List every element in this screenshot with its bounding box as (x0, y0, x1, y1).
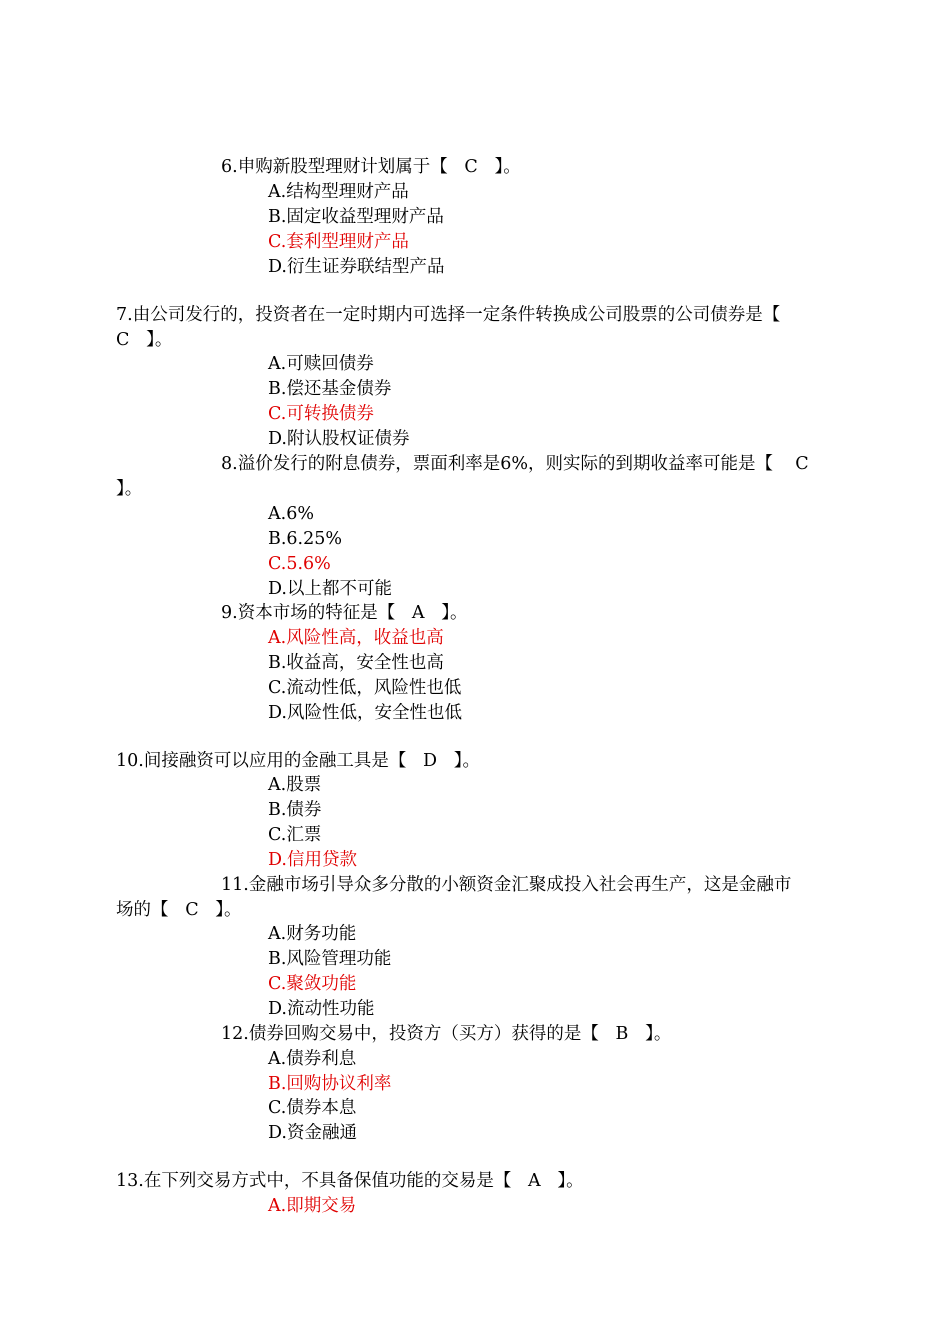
question-10-option-d-correct: D.信用贷款 (268, 850, 357, 870)
question-7-stem-line-2: C 】。 (116, 330, 173, 350)
question-6-stem: 6.申购新股型理财计划属于【 C 】。 (221, 157, 521, 177)
question-8-option-a: A.6% (268, 504, 314, 524)
question-12-option-c: C.债券本息 (268, 1098, 357, 1118)
question-11-option-b: B.风险管理功能 (268, 949, 392, 969)
question-11-option-a: A.财务功能 (268, 924, 357, 944)
question-10-option-b: B.债券 (268, 800, 322, 820)
question-6-option-d: D.衍生证券联结型产品 (268, 257, 445, 277)
question-9-option-c: C.流动性低，风险性也低 (268, 678, 462, 698)
question-9-option-b: B.收益高，安全性也高 (268, 653, 444, 673)
question-7-option-c-correct: C.可转换债券 (268, 404, 374, 424)
question-12-stem: 12.债券回购交易中，投资方（买方）获得的是【 B 】。 (221, 1024, 672, 1044)
question-9-stem: 9.资本市场的特征是【 A 】。 (221, 603, 468, 623)
question-7-option-a: A.可赎回债券 (268, 354, 374, 374)
question-9-option-a-correct: A.风险性高，收益也高 (268, 628, 444, 648)
question-7-stem-line-1: 7.由公司发行的，投资者在一定时期内可选择一定条件转换成公司股票的公司债券是【 (116, 305, 781, 325)
question-13-option-a-correct: A.即期交易 (268, 1196, 357, 1216)
question-10-stem: 10.间接融资可以应用的金融工具是【 D 】。 (116, 751, 480, 771)
question-13-stem: 13.在下列交易方式中，不具备保值功能的交易是【 A 】。 (116, 1171, 584, 1191)
question-8-stem-line-1: 8.溢价发行的附息债券，票面利率是6%，则实际的到期收益率可能是【 C (221, 454, 809, 474)
question-11-stem-line-2: 场的【 C 】。 (116, 900, 242, 920)
question-8-stem-line-2: 】。 (116, 479, 143, 499)
question-8-option-d: D.以上都不可能 (268, 579, 392, 599)
question-11-option-d: D.流动性功能 (268, 999, 375, 1019)
question-12-option-b-correct: B.回购协议利率 (268, 1074, 392, 1094)
question-12-option-a: A.债券利息 (268, 1049, 357, 1069)
question-10-option-c: C.汇票 (268, 825, 322, 845)
question-9-option-d: D.风险性低，安全性也低 (268, 703, 462, 723)
question-6-option-c-correct: C.套利型理财产品 (268, 232, 409, 252)
question-11-stem-line-1: 11.金融市场引导众多分散的小额资金汇聚成投入社会再生产，这是金融市 (221, 875, 792, 895)
question-6-option-a: A.结构型理财产品 (268, 182, 409, 202)
question-8-option-b: B.6.25% (268, 529, 343, 549)
question-11-option-c-correct: C.聚敛功能 (268, 974, 357, 994)
question-12-option-d: D.资金融通 (268, 1123, 357, 1143)
question-10-option-a: A.股票 (268, 775, 322, 795)
question-7-option-d: D.附认股权证债券 (268, 429, 410, 449)
question-7-option-b: B.偿还基金债券 (268, 379, 392, 399)
question-8-option-c-correct: C.5.6% (268, 554, 331, 574)
question-6-option-b: B.固定收益型理财产品 (268, 207, 444, 227)
